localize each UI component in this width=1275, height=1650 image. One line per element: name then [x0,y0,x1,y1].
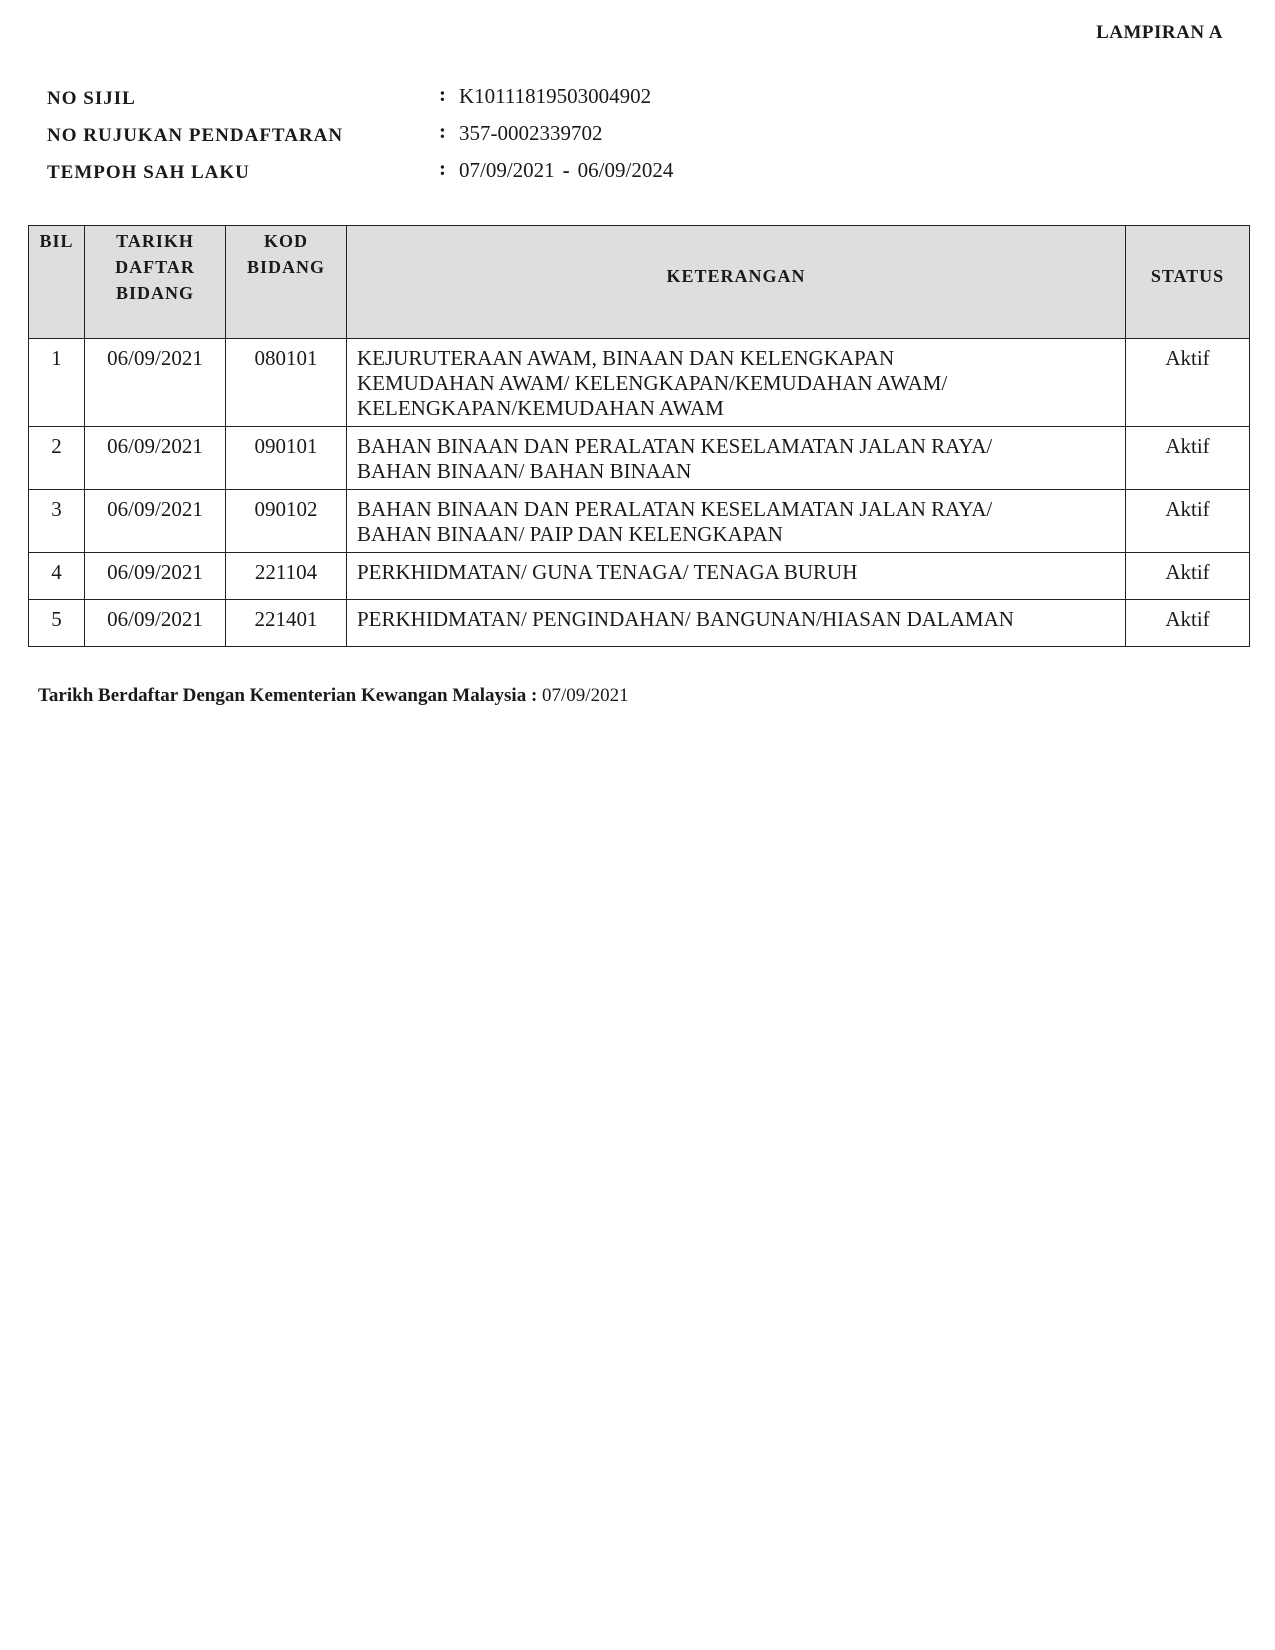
certificate-info [47,82,847,193]
cell-status: Aktif [1126,553,1250,600]
header-tarikh-line: DAFTAR [115,257,195,277]
tempoh-end: 06/09/2024 [577,158,674,182]
cell-status: Aktif [1126,600,1250,647]
registration-date-note [38,685,629,707]
keterangan-line: BAHAN BINAAN/ PAIP DAN KELENGKAPAN [357,522,783,546]
registration-date-label: Tarikh Berdaftar Dengan Kementerian Kewangan Malaysia : [38,685,538,706]
cell-status: Aktif [1126,490,1250,553]
cell-status: Aktif [1126,339,1250,427]
cell-bil: 3 [29,490,85,553]
table-row [29,490,1250,553]
cell-bil: 5 [29,600,85,647]
header-kod [226,226,347,339]
info-row-tempoh [47,156,847,193]
tempoh-value [459,158,673,183]
registration-date-value: 07/09/2021 [542,685,629,706]
colon: : [439,82,446,106]
table-row [29,553,1250,600]
info-row-no-rujukan [47,119,847,156]
colon: : [439,156,446,180]
keterangan-line: BAHAN BINAAN DAN PERALATAN KESELAMATAN JALAN RAYA/ [357,497,993,521]
cell-kod: 090102 [226,490,347,553]
keterangan-line: PERKHIDMATAN/ PENGINDAHAN/ BANGUNAN/HIASAN DALAMAN [357,607,1014,631]
cell-tarikh: 06/09/2021 [85,339,226,427]
table-header-row [29,226,1250,339]
cell-keterangan [347,339,1126,427]
header-tarikh [85,226,226,339]
header-status: STATUS [1126,226,1250,339]
table-row [29,427,1250,490]
header-kod-line: BIDANG [246,257,325,277]
header-keterangan: KETERANGAN [347,226,1126,339]
tempoh-separator: - [562,158,570,182]
no-sijil-label: NO SIJIL [47,88,136,109]
table-row [29,600,1250,647]
cell-status: Aktif [1126,427,1250,490]
keterangan-line: BAHAN BINAAN/ BAHAN BINAAN [357,459,692,483]
keterangan-line: KEJURUTERAAN AWAM, BINAAN DAN KELENGKAPAN [357,346,895,370]
keterangan-line: PERKHIDMATAN/ GUNA TENAGA/ TENAGA BURUH [357,560,858,584]
no-sijil-value: K10111819503004902 [459,84,652,108]
lampiran-label: LAMPIRAN A [1096,22,1223,43]
cell-bil: 1 [29,339,85,427]
cell-bil: 4 [29,553,85,600]
cell-kod: 090101 [226,427,347,490]
tempoh-label: TEMPOH SAH LAKU [47,162,250,183]
cell-kod: 080101 [226,339,347,427]
cell-keterangan [347,600,1126,647]
colon: : [439,119,446,143]
keterangan-line: KEMUDAHAN AWAM/ KELENGKAPAN/KEMUDAHAN AWAM/ [357,371,948,395]
header-tarikh-line: BIDANG [115,283,194,303]
cell-keterangan [347,553,1126,600]
cell-tarikh: 06/09/2021 [85,553,226,600]
cell-tarikh: 06/09/2021 [85,490,226,553]
info-row-no-sijil [47,82,847,119]
cell-tarikh: 06/09/2021 [85,427,226,490]
cell-tarikh: 06/09/2021 [85,600,226,647]
header-kod-line: KOD [263,231,308,251]
header-tarikh-line: TARIKH [116,231,194,251]
cell-kod: 221401 [226,600,347,647]
keterangan-line: KELENGKAPAN/KEMUDAHAN AWAM [357,396,724,420]
bidang-table [28,225,1250,647]
cell-kod: 221104 [226,553,347,600]
cell-bil: 2 [29,427,85,490]
no-rujukan-label: NO RUJUKAN PENDAFTARAN [47,125,344,146]
keterangan-line: BAHAN BINAAN DAN PERALATAN KESELAMATAN JALAN RAYA/ [357,434,993,458]
table-row [29,339,1250,427]
cell-keterangan [347,427,1126,490]
header-bil: BIL [29,226,85,339]
cell-keterangan [347,490,1126,553]
tempoh-start: 07/09/2021 [459,158,555,182]
no-rujukan-value: 357-0002339702 [459,121,603,145]
